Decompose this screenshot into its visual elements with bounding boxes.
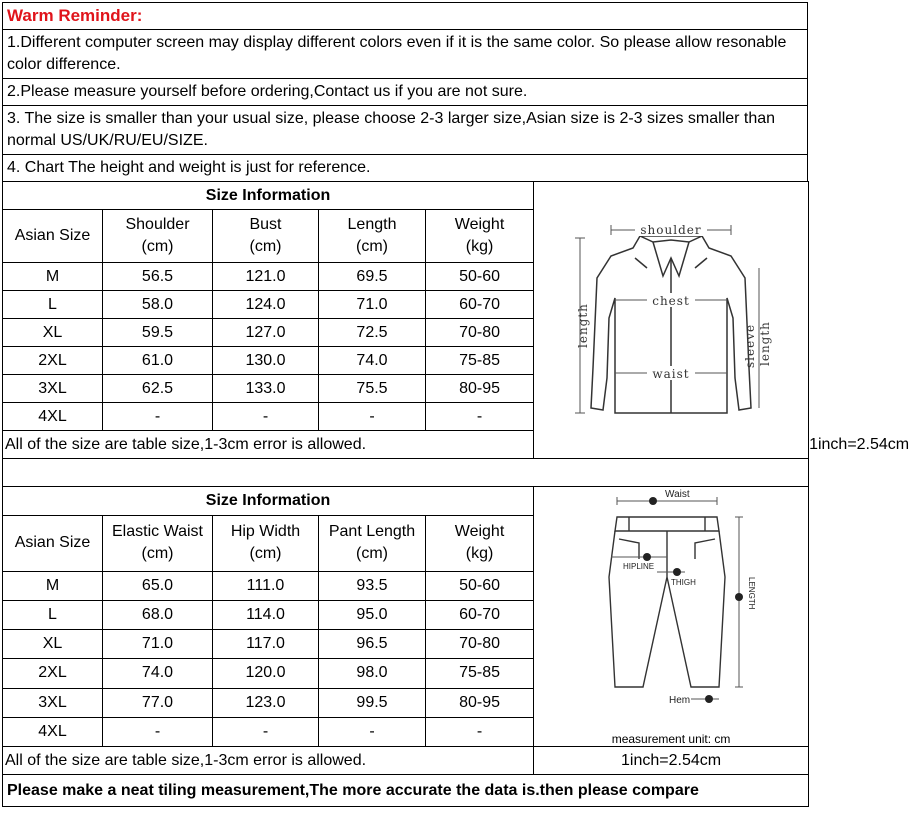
size-cell: M [3, 263, 103, 291]
shirt-size-table: Size Information shoulder chest waist length sleeve length Asian Size Shoulder (cm) Bust (cm) Length (cm) Weight (kg) M 56.5 121.0 69.5 50-60 L 58.0 124.0 71.0 60-70 XL 59.5 127.0 72.5 70-80 2XL 61.0 130.0 74.0 75-85 3XL 62.5 133.0 75.5 80-95 4XL - - - - All of the size are table size,1-3cm error is allowed. 1inch=2.54cm [2, 181, 809, 487]
value-cell: 56.5 [103, 263, 213, 291]
size-cell: L [3, 600, 103, 629]
value-cell: 75-85 [426, 659, 534, 688]
sleeve-length-label: length [757, 320, 772, 366]
spacer-row [3, 459, 809, 487]
size-cell: XL [3, 630, 103, 659]
header-hip-width: Hip Width (cm) [213, 516, 319, 571]
header-asian-size: Asian Size [3, 210, 103, 263]
unit-note: measurement unit: cm [611, 732, 731, 746]
value-cell: 96.5 [319, 630, 426, 659]
value-cell: 74.0 [319, 347, 426, 375]
thigh-label: THIGH [670, 578, 696, 587]
value-cell: - [426, 403, 534, 431]
final-note: Please make a neat tiling measurement,The more accurate the data is.then please compare [3, 775, 809, 807]
header-weight: Weight (kg) [426, 210, 534, 263]
value-cell: 111.0 [213, 571, 319, 600]
shoulder-label: shoulder [639, 222, 702, 237]
value-cell: - [103, 717, 213, 746]
shirt-table-title: Size Information [3, 182, 534, 210]
size-cell: 3XL [3, 375, 103, 403]
size-cell: 4XL [3, 403, 103, 431]
value-cell: 72.5 [319, 319, 426, 347]
reminder-note-2: 2.Please measure yourself before ordering,Contact us if you are not sure. [3, 79, 808, 106]
pants-table-footer: All of the size are table size,1-3cm error is allowed. [3, 747, 534, 775]
value-cell: 50-60 [426, 263, 534, 291]
value-cell: 68.0 [103, 600, 213, 629]
value-cell: 127.0 [213, 319, 319, 347]
pants-inch-note: 1inch=2.54cm [534, 747, 809, 775]
chest-label: chest [651, 293, 690, 308]
value-cell: 61.0 [103, 347, 213, 375]
value-cell: - [213, 717, 319, 746]
value-cell: - [319, 717, 426, 746]
value-cell: 71.0 [103, 630, 213, 659]
value-cell: 75.5 [319, 375, 426, 403]
pants-diagram-cell [534, 487, 809, 747]
value-cell: 93.5 [319, 571, 426, 600]
value-cell: 74.0 [103, 659, 213, 688]
value-cell: 50-60 [426, 571, 534, 600]
warm-reminder-title: Warm Reminder: [3, 3, 808, 30]
value-cell: 117.0 [213, 630, 319, 659]
value-cell: 124.0 [213, 291, 319, 319]
size-cell: 3XL [3, 688, 103, 717]
size-cell: M [3, 571, 103, 600]
header-pant-length: Pant Length (cm) [319, 516, 426, 571]
value-cell: - [213, 403, 319, 431]
size-cell: L [3, 291, 103, 319]
sleeve-label: sleeve [742, 323, 757, 368]
value-cell: 120.0 [213, 659, 319, 688]
shirt-table-footer: All of the size are table size,1-3cm error is allowed. [3, 431, 534, 459]
value-cell: 114.0 [213, 600, 319, 629]
value-cell: 69.5 [319, 263, 426, 291]
value-cell: - [319, 403, 426, 431]
value-cell: 80-95 [426, 375, 534, 403]
value-cell: 130.0 [213, 347, 319, 375]
hem-label: Hem [668, 695, 690, 706]
header-elastic-waist: Elastic Waist (cm) [103, 516, 213, 571]
value-cell: - [103, 403, 213, 431]
value-cell: 95.0 [319, 600, 426, 629]
value-cell: 123.0 [213, 688, 319, 717]
shirt-diagram [535, 198, 808, 438]
value-cell: 65.0 [103, 571, 213, 600]
pants-waist-label: Waist [664, 489, 690, 500]
size-chart-sheet [2, 2, 909, 807]
value-cell: 60-70 [426, 291, 534, 319]
header-shoulder: Shoulder (cm) [103, 210, 213, 263]
pants-size-table [2, 486, 809, 807]
reminder-note-1: 1.Different computer screen may display different colors even if it is the same color. So please allow resonable color difference. [3, 30, 808, 79]
value-cell: 59.5 [103, 319, 213, 347]
value-cell: 62.5 [103, 375, 213, 403]
value-cell: 70-80 [426, 630, 534, 659]
size-cell: 2XL [3, 347, 103, 375]
value-cell: 99.5 [319, 688, 426, 717]
reminder-note-3: 3. The size is smaller than your usual size, please choose 2-3 larger size,Asian size is 2-3 sizes smaller than normal US/UK/RU/EU/SIZE. [3, 106, 808, 155]
value-cell: - [426, 717, 534, 746]
size-cell: 4XL [3, 717, 103, 746]
value-cell: 77.0 [103, 688, 213, 717]
value-cell: 70-80 [426, 319, 534, 347]
reminder-table [2, 2, 808, 182]
pants-length-label: LENGTH [746, 577, 756, 610]
value-cell: 133.0 [213, 375, 319, 403]
size-cell: 2XL [3, 659, 103, 688]
reminder-note-4: 4. Chart The height and weight is just for reference. [3, 155, 808, 182]
length-label: length [575, 302, 590, 348]
header-weight: Weight (kg) [426, 516, 534, 571]
size-cell: XL [3, 319, 103, 347]
waist-label: waist [651, 366, 690, 381]
pants-table-title: Size Information [3, 487, 534, 516]
value-cell: 71.0 [319, 291, 426, 319]
header-bust: Bust (cm) [213, 210, 319, 263]
header-length: Length (cm) [319, 210, 426, 263]
hipline-label: HIPLINE [622, 562, 654, 571]
value-cell: 121.0 [213, 263, 319, 291]
value-cell: 75-85 [426, 347, 534, 375]
header-asian-size: Asian Size [3, 516, 103, 571]
value-cell: 98.0 [319, 659, 426, 688]
pants-diagram [535, 487, 808, 727]
value-cell: 58.0 [103, 291, 213, 319]
value-cell: 80-95 [426, 688, 534, 717]
shirt-diagram-cell [534, 182, 809, 459]
value-cell: 60-70 [426, 600, 534, 629]
